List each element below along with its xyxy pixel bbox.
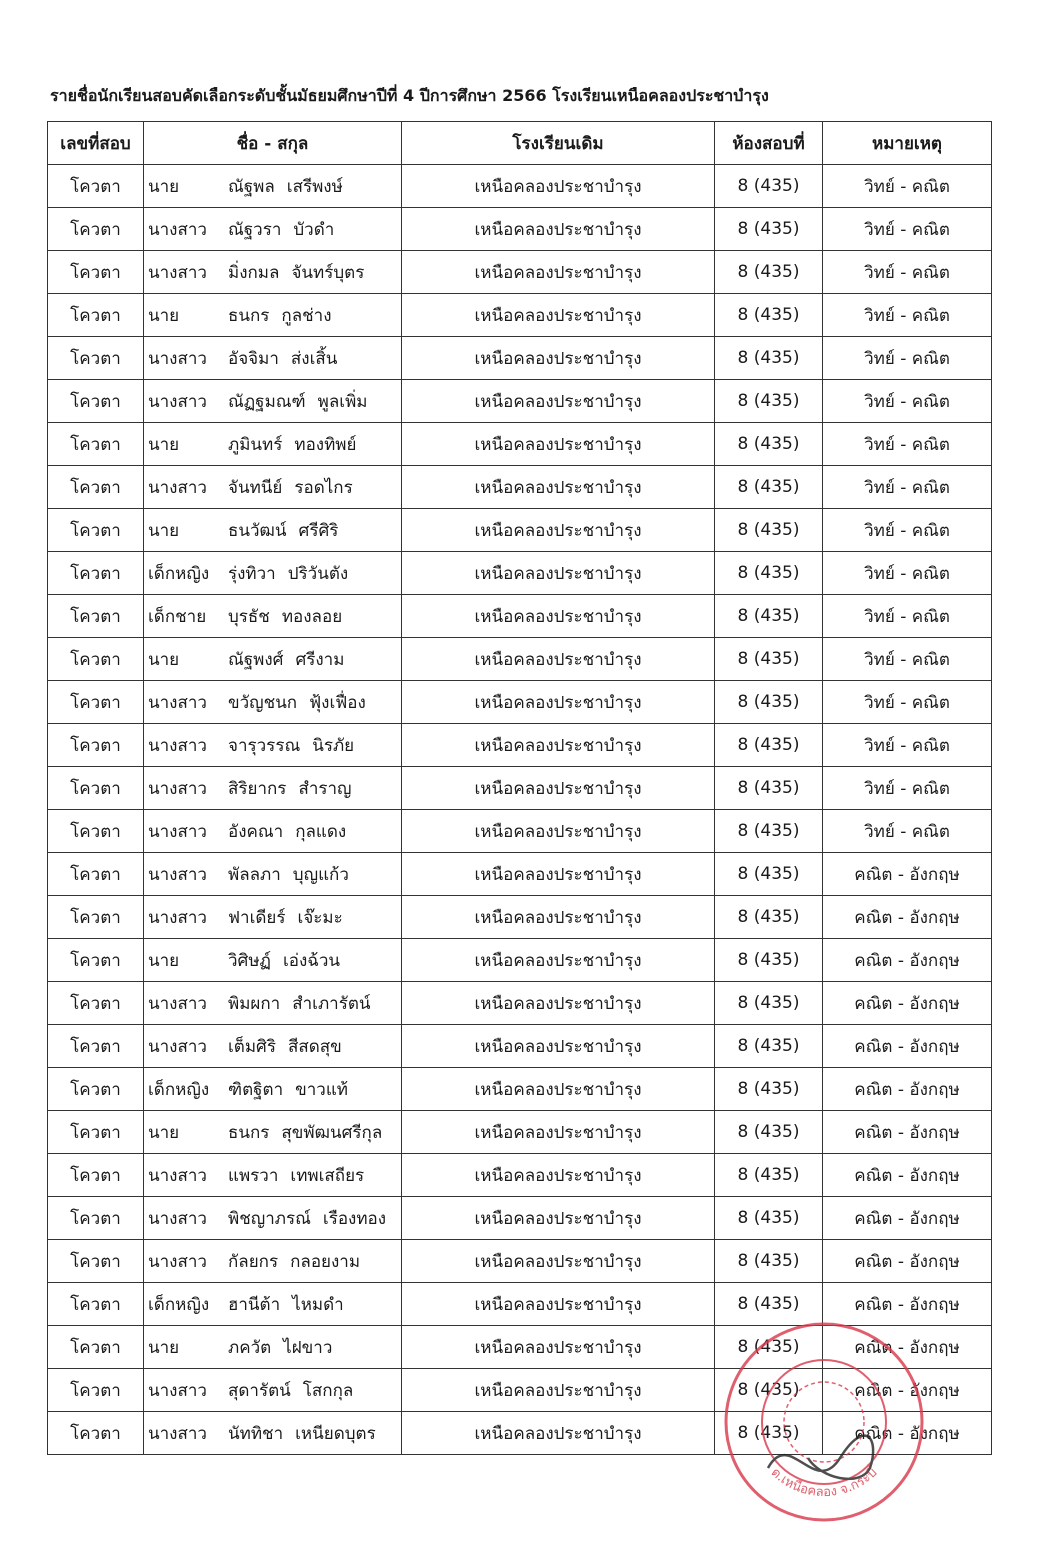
- remarks-cell: วิทย์ - คณิต: [823, 165, 992, 208]
- exam-number-cell: โควตา: [48, 380, 144, 423]
- exam-room-cell: 8 (435): [715, 1068, 823, 1111]
- remarks-cell: วิทย์ - คณิต: [823, 767, 992, 810]
- exam-room-cell: 8 (435): [715, 1240, 823, 1283]
- first-name: อัจจิมา: [228, 348, 279, 369]
- last-name: ปริวันตัง: [287, 563, 349, 584]
- last-name: เทพเสถียร: [290, 1165, 365, 1186]
- first-name: บุรธัช: [228, 606, 270, 627]
- first-name: ธนกร: [228, 1122, 270, 1143]
- exam-number-cell: โควตา: [48, 724, 144, 767]
- exam-room-cell: 8 (435): [715, 1111, 823, 1154]
- exam-room-cell: 8 (435): [715, 595, 823, 638]
- full-name-cell: [144, 638, 402, 681]
- remarks-cell: คณิต - อังกฤษ: [823, 1025, 992, 1068]
- table-row: [48, 251, 992, 294]
- full-name-cell: [144, 552, 402, 595]
- first-name: ฮานีต้า: [228, 1294, 281, 1315]
- exam-number-cell: โควตา: [48, 1154, 144, 1197]
- header-previous-school: โรงเรียนเดิม: [402, 122, 715, 165]
- name-prefix: นาย: [148, 1337, 180, 1358]
- previous-school-cell: เหนือคลองประชาบำรุง: [402, 208, 715, 251]
- table-row: [48, 337, 992, 380]
- remarks-cell: วิทย์ - คณิต: [823, 380, 992, 423]
- exam-number-cell: โควตา: [48, 810, 144, 853]
- name-prefix: นาย: [148, 305, 180, 326]
- table-row: [48, 1240, 992, 1283]
- full-name-cell: [144, 251, 402, 294]
- exam-number-cell: โควตา: [48, 1412, 144, 1455]
- previous-school-cell: เหนือคลองประชาบำรุง: [402, 982, 715, 1025]
- full-name-cell: [144, 767, 402, 810]
- exam-number-cell: โควตา: [48, 939, 144, 982]
- exam-room-cell: 8 (435): [715, 1283, 823, 1326]
- previous-school-cell: เหนือคลองประชาบำรุง: [402, 251, 715, 294]
- remarks-cell: วิทย์ - คณิต: [823, 724, 992, 767]
- exam-number-cell: โควตา: [48, 251, 144, 294]
- table-row: [48, 595, 992, 638]
- first-name: ณัฐพงศ์: [228, 649, 284, 670]
- remarks-cell: คณิต - อังกฤษ: [823, 1111, 992, 1154]
- exam-room-cell: 8 (435): [715, 1326, 823, 1369]
- table-row: [48, 1283, 992, 1326]
- last-name: รอดไกร: [294, 477, 353, 498]
- full-name-cell: [144, 1369, 402, 1412]
- exam-room-cell: 8 (435): [715, 1197, 823, 1240]
- exam-room-cell: 8 (435): [715, 1025, 823, 1068]
- header-exam-number: เลขที่สอบ: [48, 122, 144, 165]
- first-name: ภควัต: [228, 1337, 272, 1358]
- first-name: นัททิชา: [228, 1423, 284, 1444]
- exam-number-cell: โควตา: [48, 208, 144, 251]
- previous-school-cell: เหนือคลองประชาบำรุง: [402, 638, 715, 681]
- last-name: ทองทิพย์: [294, 434, 357, 455]
- remarks-cell: วิทย์ - คณิต: [823, 595, 992, 638]
- exam-number-cell: โควตา: [48, 853, 144, 896]
- full-name-cell: [144, 1111, 402, 1154]
- full-name-cell: [144, 337, 402, 380]
- full-name-cell: [144, 595, 402, 638]
- last-name: ไหมดำ: [292, 1294, 344, 1315]
- previous-school-cell: เหนือคลองประชาบำรุง: [402, 1240, 715, 1283]
- last-name: ทองลอย: [281, 606, 343, 627]
- exam-room-cell: 8 (435): [715, 767, 823, 810]
- name-prefix: นาย: [148, 950, 180, 971]
- previous-school-cell: เหนือคลองประชาบำรุง: [402, 939, 715, 982]
- full-name-cell: [144, 466, 402, 509]
- name-prefix: เด็กหญิง: [148, 1079, 210, 1100]
- exam-room-cell: 8 (435): [715, 1154, 823, 1197]
- full-name-cell: [144, 853, 402, 896]
- previous-school-cell: เหนือคลองประชาบำรุง: [402, 1111, 715, 1154]
- exam-number-cell: โควตา: [48, 1025, 144, 1068]
- table-row: [48, 1369, 992, 1412]
- exam-room-cell: 8 (435): [715, 208, 823, 251]
- remarks-cell: วิทย์ - คณิต: [823, 251, 992, 294]
- first-name: แพรวา: [228, 1165, 279, 1186]
- name-prefix: นางสาว: [148, 1165, 207, 1186]
- table-row: [48, 896, 992, 939]
- name-prefix: เด็กชาย: [148, 606, 207, 627]
- full-name-cell: [144, 380, 402, 423]
- exam-number-cell: โควตา: [48, 982, 144, 1025]
- name-prefix: นางสาว: [148, 1423, 207, 1444]
- remarks-cell: วิทย์ - คณิต: [823, 423, 992, 466]
- exam-room-cell: 8 (435): [715, 423, 823, 466]
- exam-number-cell: โควตา: [48, 509, 144, 552]
- table-row: [48, 810, 992, 853]
- full-name-cell: [144, 509, 402, 552]
- table-row: [48, 208, 992, 251]
- last-name: เรืองทอง: [322, 1208, 387, 1229]
- exam-room-cell: 8 (435): [715, 681, 823, 724]
- exam-number-cell: โควตา: [48, 466, 144, 509]
- exam-room-cell: 8 (435): [715, 638, 823, 681]
- last-name: ศรีงาม: [295, 649, 345, 670]
- exam-room-cell: 8 (435): [715, 251, 823, 294]
- table-row: [48, 1068, 992, 1111]
- remarks-cell: วิทย์ - คณิต: [823, 552, 992, 595]
- previous-school-cell: เหนือคลองประชาบำรุง: [402, 466, 715, 509]
- exam-number-cell: โควตา: [48, 552, 144, 595]
- first-name: พัลลภา: [228, 864, 281, 885]
- exam-number-cell: โควตา: [48, 638, 144, 681]
- last-name: ขาวแท้: [295, 1079, 349, 1100]
- full-name-cell: [144, 810, 402, 853]
- table-row: [48, 724, 992, 767]
- full-name-cell: [144, 896, 402, 939]
- last-name: สำราญ: [298, 778, 352, 799]
- first-name: ณัฐวรา: [228, 219, 282, 240]
- previous-school-cell: เหนือคลองประชาบำรุง: [402, 1412, 715, 1455]
- full-name-cell: [144, 1068, 402, 1111]
- remarks-cell: วิทย์ - คณิต: [823, 466, 992, 509]
- exam-room-cell: 8 (435): [715, 982, 823, 1025]
- previous-school-cell: เหนือคลองประชาบำรุง: [402, 1283, 715, 1326]
- previous-school-cell: เหนือคลองประชาบำรุง: [402, 681, 715, 724]
- last-name: บุญแก้ว: [292, 864, 349, 885]
- table-row: [48, 939, 992, 982]
- full-name-cell: [144, 982, 402, 1025]
- table-row: [48, 1326, 992, 1369]
- first-name: อังคณา: [228, 821, 284, 842]
- remarks-cell: วิทย์ - คณิต: [823, 208, 992, 251]
- table-row: [48, 1111, 992, 1154]
- exam-room-cell: 8 (435): [715, 466, 823, 509]
- remarks-cell: วิทย์ - คณิต: [823, 681, 992, 724]
- previous-school-cell: เหนือคลองประชาบำรุง: [402, 552, 715, 595]
- table-row: [48, 1154, 992, 1197]
- full-name-cell: [144, 1412, 402, 1455]
- first-name: จารุวรรณ: [228, 735, 301, 756]
- header-full-name: ชื่อ - สกุล: [144, 122, 402, 165]
- previous-school-cell: เหนือคลองประชาบำรุง: [402, 1326, 715, 1369]
- last-name: ฟุ้งเฟื่อง: [309, 692, 366, 713]
- full-name-cell: [144, 1197, 402, 1240]
- exam-number-cell: โควตา: [48, 423, 144, 466]
- exam-room-cell: 8 (435): [715, 337, 823, 380]
- name-prefix: นางสาว: [148, 1251, 207, 1272]
- name-prefix: นางสาว: [148, 348, 207, 369]
- full-name-cell: [144, 724, 402, 767]
- svg-text:ด.เหนือคลอง จ.กระบี่: [768, 1464, 880, 1500]
- previous-school-cell: เหนือคลองประชาบำรุง: [402, 1369, 715, 1412]
- first-name: พิมผกา: [228, 993, 281, 1014]
- previous-school-cell: เหนือคลองประชาบำรุง: [402, 724, 715, 767]
- exam-number-cell: โควตา: [48, 681, 144, 724]
- previous-school-cell: เหนือคลองประชาบำรุง: [402, 1068, 715, 1111]
- full-name-cell: [144, 1154, 402, 1197]
- table-row: [48, 552, 992, 595]
- remarks-cell: คณิต - อังกฤษ: [823, 896, 992, 939]
- table-row: [48, 853, 992, 896]
- name-prefix: นาย: [148, 176, 180, 197]
- name-prefix: เด็กหญิง: [148, 1294, 210, 1315]
- first-name: วิศิษฏ์: [228, 950, 271, 971]
- remarks-cell: คณิต - อังกฤษ: [823, 853, 992, 896]
- first-name: ธนกร: [228, 305, 270, 326]
- last-name: บัวดำ: [293, 219, 335, 240]
- table-row: [48, 1025, 992, 1068]
- last-name: กูลช่าง: [281, 305, 332, 326]
- exam-room-cell: 8 (435): [715, 165, 823, 208]
- table-body: [48, 165, 992, 1455]
- last-name: ไฝขาว: [283, 1337, 333, 1358]
- table-row: [48, 681, 992, 724]
- name-prefix: นางสาว: [148, 1036, 207, 1057]
- table-row: [48, 423, 992, 466]
- exam-room-cell: 8 (435): [715, 1369, 823, 1412]
- previous-school-cell: เหนือคลองประชาบำรุง: [402, 165, 715, 208]
- name-prefix: นาย: [148, 649, 180, 670]
- table-row: [48, 380, 992, 423]
- student-roster-table: [47, 121, 992, 1455]
- exam-number-cell: โควตา: [48, 896, 144, 939]
- exam-room-cell: 8 (435): [715, 939, 823, 982]
- last-name: สุขพัฒนศรีกุล: [281, 1122, 383, 1143]
- name-prefix: เด็กหญิง: [148, 563, 210, 584]
- table-row: [48, 165, 992, 208]
- name-prefix: นางสาว: [148, 864, 207, 885]
- remarks-cell: คณิต - อังกฤษ: [823, 1240, 992, 1283]
- name-prefix: นาย: [148, 434, 180, 455]
- name-prefix: นางสาว: [148, 477, 207, 498]
- remarks-cell: วิทย์ - คณิต: [823, 294, 992, 337]
- last-name: กุลแดง: [295, 821, 347, 842]
- previous-school-cell: เหนือคลองประชาบำรุง: [402, 337, 715, 380]
- name-prefix: นางสาว: [148, 993, 207, 1014]
- exam-number-cell: โควตา: [48, 1111, 144, 1154]
- table-row: [48, 982, 992, 1025]
- exam-room-cell: 8 (435): [715, 853, 823, 896]
- exam-room-cell: 8 (435): [715, 294, 823, 337]
- table-row: [48, 1412, 992, 1455]
- name-prefix: นางสาว: [148, 735, 207, 756]
- name-prefix: นางสาว: [148, 1208, 207, 1229]
- name-prefix: นาย: [148, 1122, 180, 1143]
- name-prefix: นาย: [148, 520, 180, 541]
- table-row: [48, 509, 992, 552]
- last-name: นิรภัย: [312, 735, 355, 756]
- first-name: ณัฐพล: [228, 176, 275, 197]
- name-prefix: นางสาว: [148, 821, 207, 842]
- name-prefix: นางสาว: [148, 778, 207, 799]
- exam-number-cell: โควตา: [48, 1326, 144, 1369]
- remarks-cell: คณิต - อังกฤษ: [823, 1326, 992, 1369]
- exam-room-cell: 8 (435): [715, 380, 823, 423]
- full-name-cell: [144, 1025, 402, 1068]
- exam-number-cell: โควตา: [48, 337, 144, 380]
- first-name: จันทนีย์: [228, 477, 283, 498]
- remarks-cell: คณิต - อังกฤษ: [823, 1197, 992, 1240]
- remarks-cell: คณิต - อังกฤษ: [823, 1283, 992, 1326]
- previous-school-cell: เหนือคลองประชาบำรุง: [402, 853, 715, 896]
- last-name: สำเภารัตน์: [292, 993, 371, 1014]
- header-exam-room: ห้องสอบที่: [715, 122, 823, 165]
- previous-school-cell: เหนือคลองประชาบำรุง: [402, 1154, 715, 1197]
- last-name: เหนียดบุตร: [295, 1423, 376, 1444]
- previous-school-cell: เหนือคลองประชาบำรุง: [402, 810, 715, 853]
- last-name: กลอยงาม: [290, 1251, 361, 1272]
- name-prefix: นางสาว: [148, 692, 207, 713]
- remarks-cell: คณิต - อังกฤษ: [823, 1369, 992, 1412]
- table-row: [48, 294, 992, 337]
- previous-school-cell: เหนือคลองประชาบำรุง: [402, 294, 715, 337]
- name-prefix: นางสาว: [148, 907, 207, 928]
- last-name: สีสดสุข: [287, 1036, 342, 1057]
- first-name: เต็มศิริ: [228, 1036, 276, 1057]
- first-name: มิ่งกมล: [228, 262, 280, 283]
- exam-number-cell: โควตา: [48, 1068, 144, 1111]
- exam-room-cell: 8 (435): [715, 509, 823, 552]
- remarks-cell: คณิต - อังกฤษ: [823, 1154, 992, 1197]
- last-name: จันทร์บุตร: [291, 262, 365, 283]
- page-title: รายชื่อนักเรียนสอบคัดเลือกระดับชั้นมัธยมศึกษาปีที่ 4 ปีการศึกษา 2566 โรงเรียนเหนือคลองประชาบำรุง: [50, 86, 769, 105]
- previous-school-cell: เหนือคลองประชาบำรุง: [402, 380, 715, 423]
- first-name: ภูมินทร์: [228, 434, 283, 455]
- exam-number-cell: โควตา: [48, 165, 144, 208]
- seal-text: ด.เหนือคลอง จ.กระบี่: [767, 1465, 881, 1501]
- exam-number-cell: โควตา: [48, 1240, 144, 1283]
- last-name: เสรีพงษ์: [286, 176, 343, 197]
- full-name-cell: [144, 294, 402, 337]
- first-name: รุ่งทิวา: [228, 563, 276, 584]
- remarks-cell: คณิต - อังกฤษ: [823, 1412, 992, 1455]
- first-name: สุดารัตน์: [228, 1380, 291, 1401]
- last-name: ส่งเสิ้น: [290, 348, 338, 369]
- previous-school-cell: เหนือคลองประชาบำรุง: [402, 423, 715, 466]
- first-name: ขวัญชนก: [228, 692, 298, 713]
- table-row: [48, 638, 992, 681]
- exam-number-cell: โควตา: [48, 1197, 144, 1240]
- last-name: เจ๊ะมะ: [297, 907, 343, 928]
- previous-school-cell: เหนือคลองประชาบำรุง: [402, 896, 715, 939]
- name-prefix: นางสาว: [148, 219, 207, 240]
- exam-room-cell: 8 (435): [715, 1412, 823, 1455]
- first-name: พิชญาภรณ์: [228, 1208, 311, 1229]
- first-name: ณัฏฐมณฑ์: [228, 391, 306, 412]
- name-prefix: นางสาว: [148, 262, 207, 283]
- exam-number-cell: โควตา: [48, 767, 144, 810]
- previous-school-cell: เหนือคลองประชาบำรุง: [402, 767, 715, 810]
- table-row: [48, 767, 992, 810]
- previous-school-cell: เหนือคลองประชาบำรุง: [402, 595, 715, 638]
- full-name-cell: [144, 939, 402, 982]
- full-name-cell: [144, 1326, 402, 1369]
- remarks-cell: คณิต - อังกฤษ: [823, 939, 992, 982]
- name-prefix: นางสาว: [148, 391, 207, 412]
- exam-number-cell: โควตา: [48, 294, 144, 337]
- previous-school-cell: เหนือคลองประชาบำรุง: [402, 1197, 715, 1240]
- remarks-cell: วิทย์ - คณิต: [823, 810, 992, 853]
- remarks-cell: คณิต - อังกฤษ: [823, 982, 992, 1025]
- remarks-cell: วิทย์ - คณิต: [823, 638, 992, 681]
- header-remarks: หมายเหตุ: [823, 122, 992, 165]
- last-name: พูลเพิ่ม: [317, 391, 368, 412]
- first-name: ฟาเดียร์: [228, 907, 286, 928]
- exam-number-cell: โควตา: [48, 1369, 144, 1412]
- full-name-cell: [144, 1240, 402, 1283]
- remarks-cell: วิทย์ - คณิต: [823, 337, 992, 380]
- first-name: ธนวัฒน์: [228, 520, 287, 541]
- first-name: กัลยกร: [228, 1251, 279, 1272]
- first-name: ฑิตฐิตา: [228, 1079, 284, 1100]
- full-name-cell: [144, 681, 402, 724]
- table-header-row: [48, 122, 992, 165]
- full-name-cell: [144, 1283, 402, 1326]
- first-name: สิริยากร: [228, 778, 287, 799]
- table-row: [48, 466, 992, 509]
- exam-room-cell: 8 (435): [715, 810, 823, 853]
- last-name: โสกกุล: [302, 1380, 354, 1401]
- exam-number-cell: โควตา: [48, 1283, 144, 1326]
- exam-room-cell: 8 (435): [715, 552, 823, 595]
- table-row: [48, 1197, 992, 1240]
- last-name: ศรีศิริ: [298, 520, 339, 541]
- previous-school-cell: เหนือคลองประชาบำรุง: [402, 1025, 715, 1068]
- remarks-cell: วิทย์ - คณิต: [823, 509, 992, 552]
- name-prefix: นางสาว: [148, 1380, 207, 1401]
- full-name-cell: [144, 165, 402, 208]
- exam-room-cell: 8 (435): [715, 724, 823, 767]
- remarks-cell: คณิต - อังกฤษ: [823, 1068, 992, 1111]
- previous-school-cell: เหนือคลองประชาบำรุง: [402, 509, 715, 552]
- full-name-cell: [144, 208, 402, 251]
- last-name: เอ่งฉ้วน: [282, 950, 341, 971]
- full-name-cell: [144, 423, 402, 466]
- exam-room-cell: 8 (435): [715, 896, 823, 939]
- exam-number-cell: โควตา: [48, 595, 144, 638]
